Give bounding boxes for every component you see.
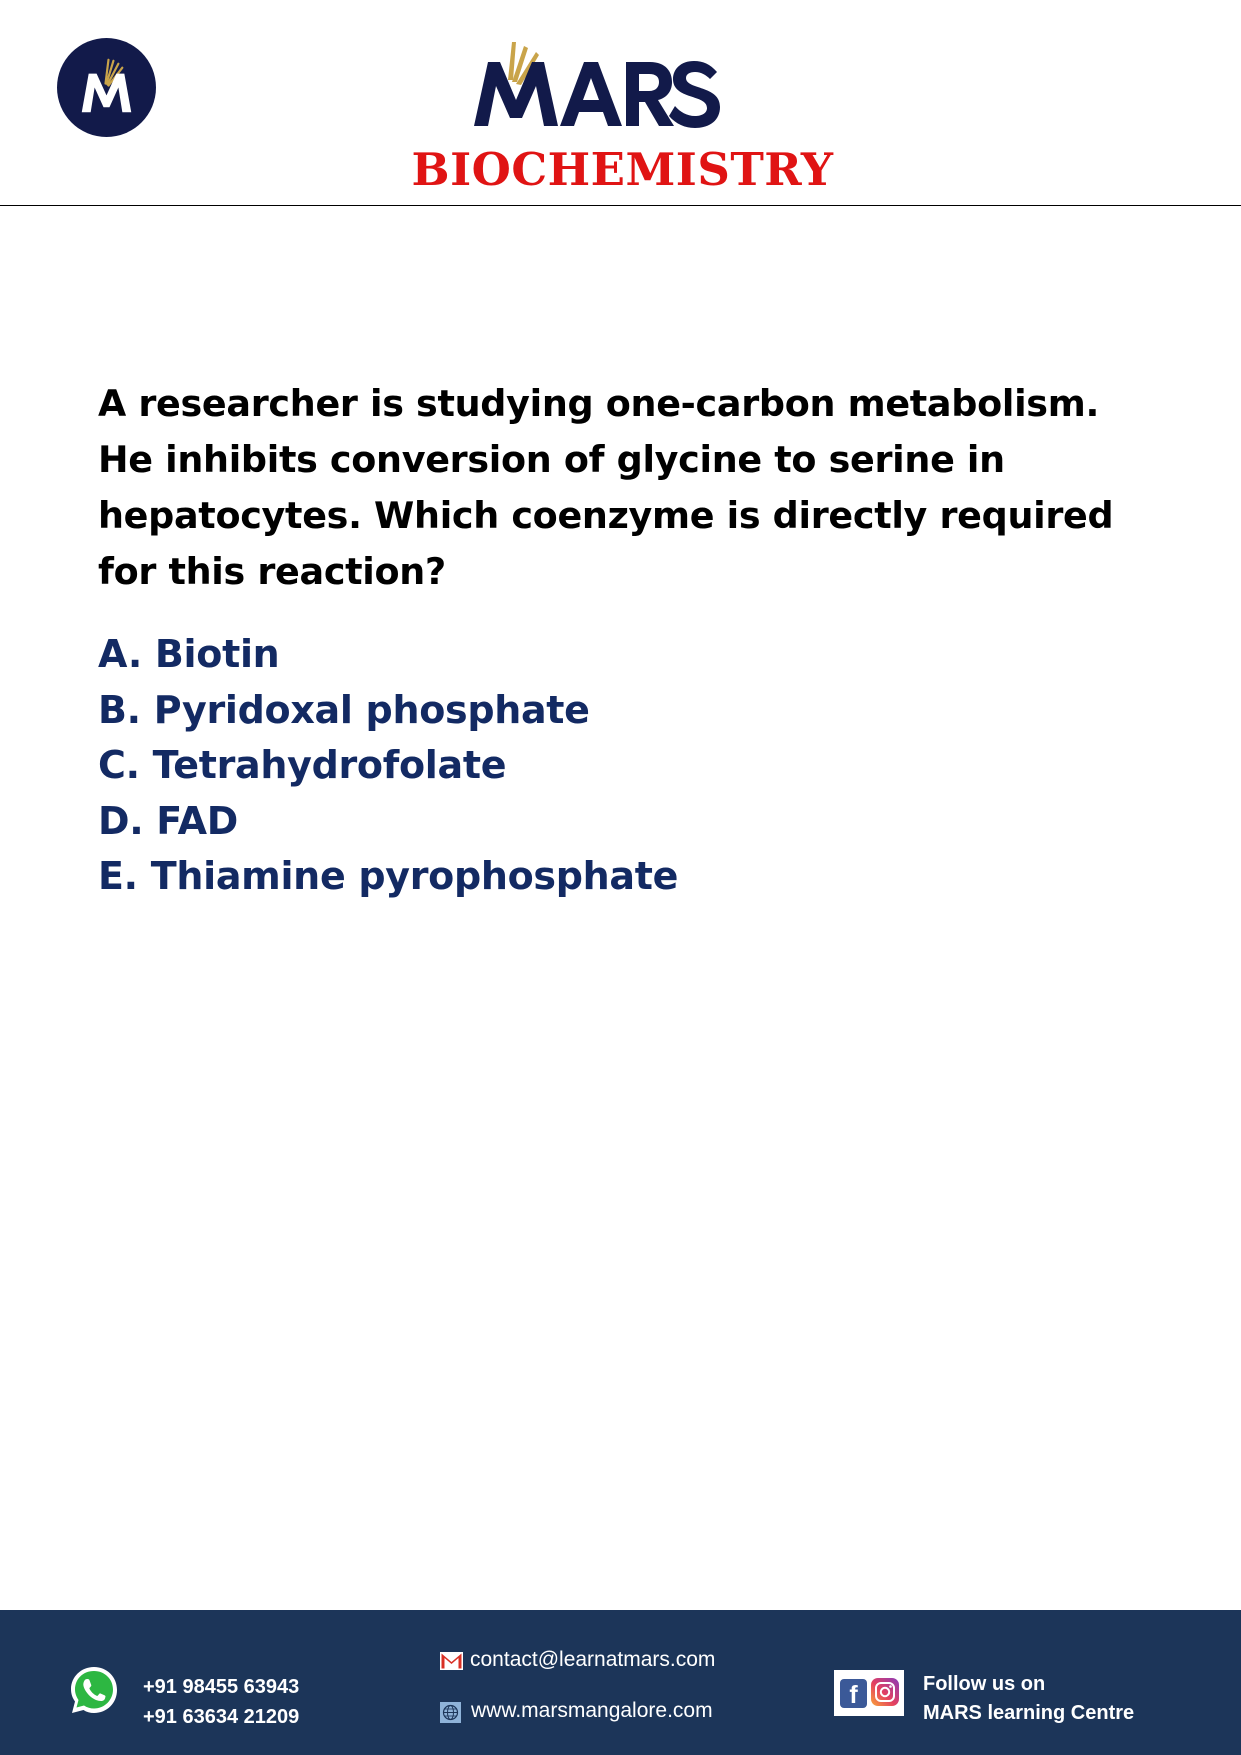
answer-options: [98, 627, 678, 905]
phone-1[interactable]: +91 98455 63943: [143, 1676, 300, 1698]
option-d: D. FAD: [98, 798, 238, 843]
social-icons: [834, 1670, 904, 1716]
instagram-icon[interactable]: [871, 1678, 899, 1706]
question-text: A researcher is studying one-carbon metabolism. He inhibits conversion of glycine to serine in hepatocytes. Which coenzyme is directly required for this reaction?: [98, 382, 1114, 593]
option-b: B. Pyridoxal phosphate: [98, 687, 590, 732]
option-c: C. Tetrahydrofolate: [98, 743, 507, 787]
mars-brand-logo: [474, 42, 720, 128]
website-link[interactable]: www.marsmangalore.com: [471, 1699, 713, 1722]
follow-line-2[interactable]: MARS learning Centre: [923, 1702, 1135, 1724]
mail-icon: [440, 1652, 463, 1670]
phone-2[interactable]: +91 63634 21209: [143, 1706, 300, 1728]
mars-circle-logo: [57, 38, 156, 137]
option-a: A. Biotin: [98, 632, 280, 676]
facebook-icon[interactable]: f: [840, 1679, 867, 1708]
follow-line-1: Follow us on: [923, 1673, 1046, 1695]
option-e: E. Thiamine pyrophosphate: [98, 854, 679, 898]
follow-text: [923, 1670, 1134, 1728]
whatsapp-icon[interactable]: [68, 1664, 120, 1716]
email-link[interactable]: contact@learnatmars.com: [470, 1648, 716, 1671]
subject-title: [0, 142, 1241, 198]
page-header: [0, 0, 1241, 206]
contact-footer: [0, 1610, 1241, 1755]
subject-title-text: BIOCHEMISTRY: [411, 143, 834, 196]
globe-icon: [440, 1702, 461, 1723]
phone-numbers: [143, 1672, 299, 1732]
